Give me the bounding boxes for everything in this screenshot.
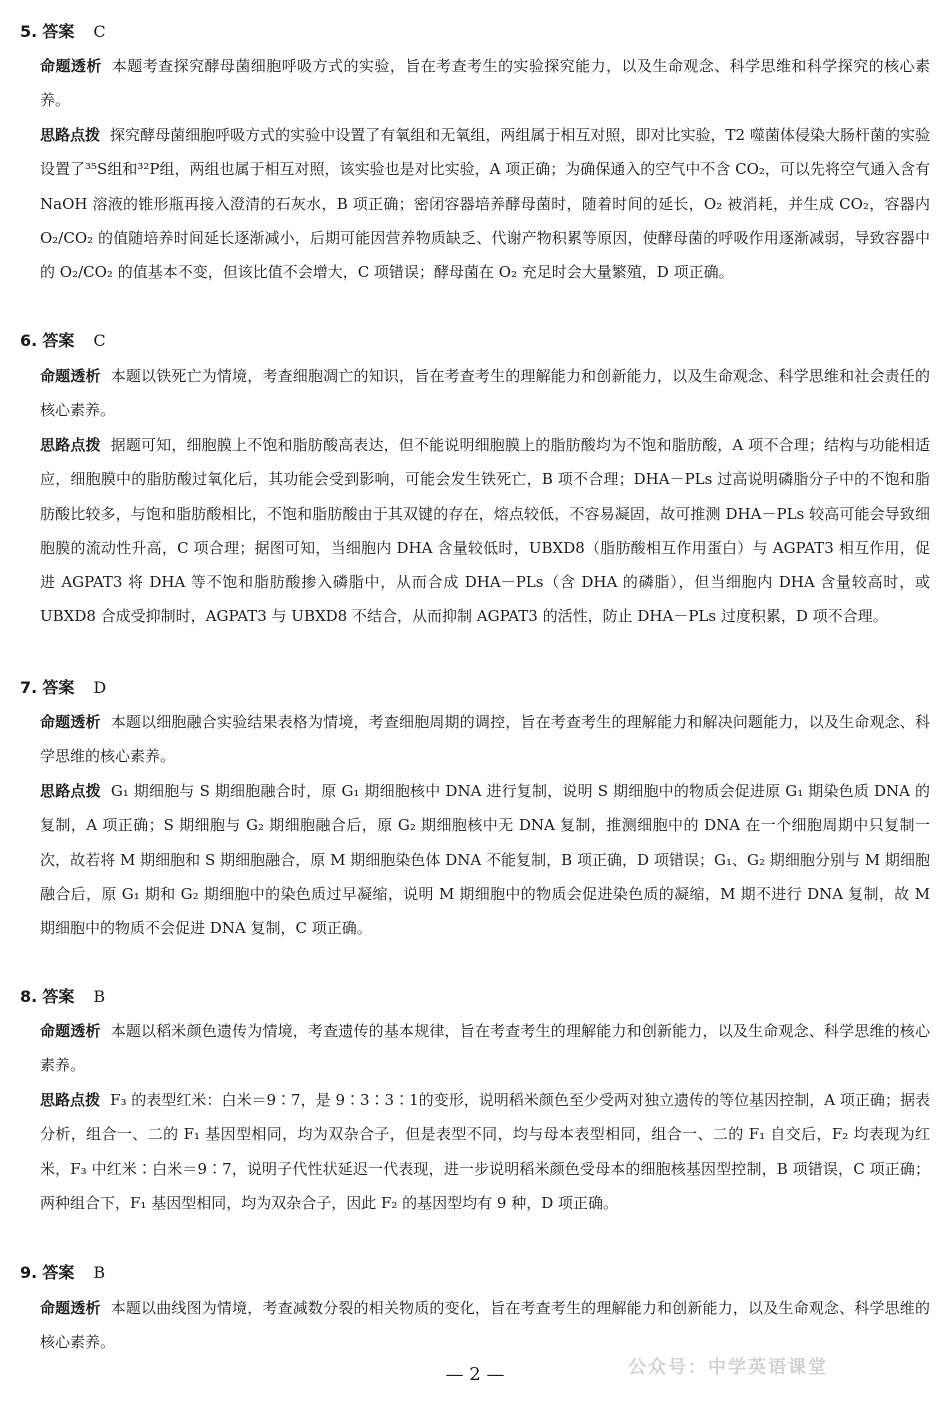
item-6-answer: C [93, 331, 106, 350]
analysis-label: 命题透析 [40, 1299, 101, 1317]
analysis-label: 命题透析 [40, 713, 101, 731]
item-8-analysis [40, 1014, 930, 1083]
item-6-number: 6. [20, 331, 38, 350]
item-7-analysis-text: 本题以细胞融合实验结果表格为情境，考查细胞周期的调控，旨在考查考生的理解能力和解决问题能力，以及生命观念、科学思维的核心素养。 [40, 713, 930, 766]
item-6-header [20, 331, 106, 351]
hint-label: 思路点拨 [40, 436, 101, 454]
item-5-analysis [40, 49, 930, 118]
item-6-hint [40, 428, 930, 634]
item-5-hint [40, 118, 930, 289]
item-6-hint-text: 据题可知，细胞膜上不饱和脂肪酸高表达，但不能说明细胞膜上的脂肪酸均为不饱和脂肪酸，A 项不合理；结构与功能相适应，细胞膜中的脂肪酸过氧化后，其功能会受到影响，可能会发生铁死亡，B 项不合理；DHA－PLs 过高说明磷脂分子中的不饱和脂肪酸比较多，与饱和脂肪酸相比，不饱和脂肪酸由于其双键的存在，熔点较低，不容易凝固，故可推测 DHA－PLs 较高可能会导致细胞膜的流动性升高，C 项合理；据图可知，当细胞内 DHA 含量较低时，UBXD8（脂肪酸相互作用蛋白）与 AGPAT3 相互作用，促进 AGPAT3 将 DHA 等不饱和脂肪酸掺入磷脂中，从而合成 DHA－PLs（含 DHA 的磷脂），但当细胞内 DHA 含量较高时，或 UBXD8 合成受抑制时，AGPAT3 与 UBXD8 不结合，从而抑制 AGPAT3 的活性，防止 DHA－PLs 过度积累，D 项不合理。 [40, 436, 930, 626]
item-9-number: 9. [20, 1263, 38, 1282]
item-7-answer: D [93, 678, 107, 697]
item-6-analysis-text: 本题以铁死亡为情境，考查细胞凋亡的知识，旨在考查考生的理解能力和创新能力，以及生命观念、科学思维和社会责任的核心素养。 [40, 367, 930, 420]
item-8-number: 8. [20, 987, 38, 1006]
item-8-header [20, 987, 105, 1007]
item-5-analysis-text: 本题考查探究酵母菌细胞呼吸方式的实验，旨在考查考生的实验探究能力，以及生命观念、科学思维和科学探究的核心素养。 [40, 57, 930, 110]
item-5-answer: C [93, 22, 106, 41]
item-5-number: 5. [20, 22, 38, 41]
answer-label: 答案 [42, 987, 75, 1006]
analysis-label: 命题透析 [40, 1022, 101, 1040]
item-7-hint [40, 774, 930, 945]
item-8-hint [40, 1083, 930, 1220]
hint-label: 思路点拨 [40, 1091, 101, 1109]
answer-label: 答案 [42, 22, 75, 41]
item-7-analysis [40, 705, 930, 774]
item-6-analysis [40, 359, 930, 428]
item-9-analysis [40, 1291, 930, 1360]
item-7-hint-text: G₁ 期细胞与 S 期细胞融合时，原 G₁ 期细胞核中 DNA 进行复制，说明 S 期细胞中的物质会促进原 G₁ 期染色质 DNA 的复制，A 项正确；S 期细胞与 G₂ 期细胞融合后，原 G₂ 期细胞核中无 DNA 复制，推测细胞中的 DNA 在一个细胞周期中只复制一次，故若将 M 期细胞和 S 期细胞融合，原 M 期细胞染色体 DNA 不能复制，B 项正确，D 项错误；G₁、G₂ 期细胞分别与 M 期细胞融合后，原 G₁ 期和 G₂ 期细胞中的染色质过早凝缩，说明 M 期细胞中的物质会促进染色质的凝缩，M 期不进行 DNA 复制，故 M 期细胞中的物质不会促进 DNA 复制，C 项正确。 [40, 782, 930, 938]
item-9-header [20, 1263, 105, 1283]
item-8-hint-text: F₃ 的表型红米：白米＝9∶7，是 9∶3∶3∶1的变形，说明稻米颜色至少受两对独立遗传的等位基因控制，A 项正确；据表分析，组合一、二的 F₁ 基因型相同，均为双杂合子，但是表型不同，均与母本表型相同，组合一、二的 F₁ 自交后，F₂ 均表现为红米，F₃ 中红米∶白米＝9∶7，说明子代性状延迟一代表现，进一步说明稻米颜色受母本的细胞核基因型控制，B 项错误，C 项正确；两种组合下，F₁ 基因型相同，均为双杂合子，因此 F₂ 的基因型均有 9 种，D 项正确。 [40, 1091, 930, 1212]
analysis-label: 命题透析 [40, 367, 101, 385]
answer-label: 答案 [42, 678, 75, 697]
item-7-header [20, 678, 106, 698]
page-number: — 2 — [445, 1364, 505, 1385]
watermark: 公众号：中学英语课堂 [628, 1357, 828, 1378]
hint-label: 思路点拨 [40, 782, 101, 800]
analysis-label: 命题透析 [40, 57, 102, 75]
item-8-analysis-text: 本题以稻米颜色遗传为情境，考查遗传的基本规律，旨在考查考生的理解能力和创新能力，以及生命观念、科学思维的核心素养。 [40, 1022, 930, 1075]
answer-label: 答案 [42, 1263, 75, 1282]
item-7-number: 7. [20, 678, 38, 697]
item-5-hint-text: 探究酵母菌细胞呼吸方式的实验中设置了有氧组和无氧组，两组属于相互对照，即对比实验，T2 噬菌体侵染大肠杆菌的实验设置了³⁵S组和³²P组，两组也属于相互对照，该实验也是对比实验，A 项正确；为确保通入的空气中不含 CO₂，可以先将空气通入含有 NaOH 溶液的锥形瓶再接入澄清的石灰水，B 项正确；密闭容器培养酵母菌时，随着时间的延长，O₂ 被消耗，并生成 CO₂，容器内 O₂/CO₂ 的值随培养时间延长逐渐减小，后期可能因营养物质缺乏、代谢产物积累等原因，使酵母菌的呼吸作用逐渐减弱，导致容器中的 O₂/CO₂ 的值基本不变，但该比值不会增大，C 项错误；酵母菌在 O₂ 充足时会大量繁殖，D 项正确。 [40, 126, 930, 282]
item-9-answer: B [93, 1263, 106, 1282]
answer-label: 答案 [42, 331, 75, 350]
hint-label: 思路点拨 [40, 126, 101, 144]
item-9-analysis-text: 本题以曲线图为情境，考查减数分裂的相关物质的变化，旨在考查考生的理解能力和创新能力，以及生命观念、科学思维的核心素养。 [40, 1299, 930, 1352]
item-5-header [20, 22, 106, 42]
item-8-answer: B [93, 987, 106, 1006]
